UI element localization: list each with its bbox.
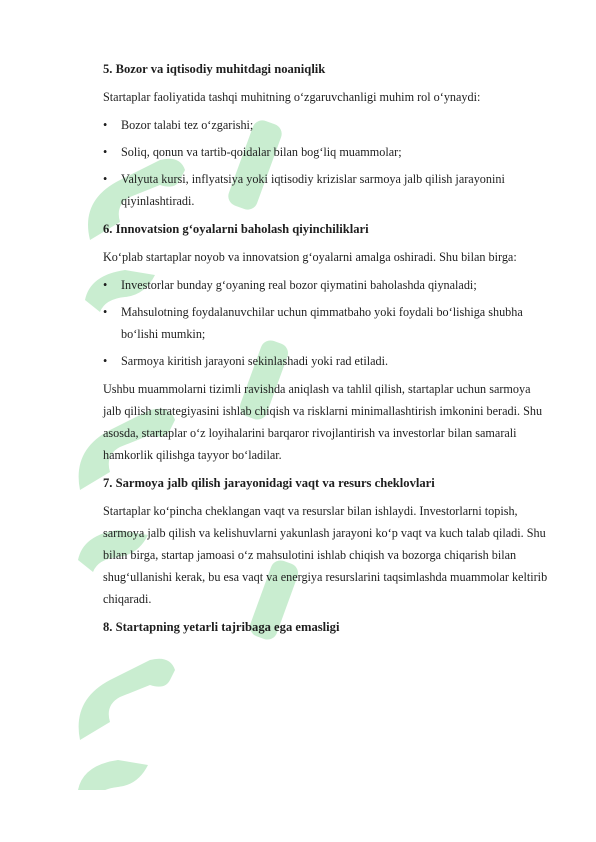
section-intro: Startaplar faoliyatida tashqi muhitning o‘zgaruvchanligi muhim rol o‘ynaydi: <box>103 90 481 104</box>
section-intro: Ko‘plab startaplar noyob va innovatsion g‘oyalarni amalga oshiradi. Shu bilan birga: <box>103 250 517 264</box>
document-page <box>103 58 551 644</box>
list-item: • Sarmoya kiritish jarayoni sekinlashadi yoki rad etiladi. <box>103 350 551 372</box>
list-item: • Soliq, qonun va tartib-qoidalar bilan bog‘liq muammolar; <box>103 141 551 163</box>
list-item: • Mahsulotning foydalanuvchilar uchun qimmatbaho yoki foydali bo‘lishiga shubha bo‘lishi mumkin; <box>103 301 551 345</box>
bullet-list <box>103 114 551 212</box>
section-heading: 5. Bozor va iqtisodiy muhitdagi noaniqlik <box>103 62 326 76</box>
section-paragraph: Startaplar ko‘pincha cheklangan vaqt va resurslar bilan ishlaydi. Investorlarni topish, sarmoya jalb qilish va kelishuvlarni yakunlash jarayoni ko‘p vaqt va kuch talab qiladi. Shu bilan birga, startap jamoasi o‘z mahsulotini ishlab chiqish va bozorga chiqarish bilan shug‘ullanishi kerak, bu esa vaqt va energiya resurslarini taqsimlashda muammolar keltirib chiqaradi. <box>103 504 548 606</box>
list-item: • Bozor talabi tez o‘zgarishi; <box>103 114 551 136</box>
section-5 <box>103 58 551 212</box>
section-6 <box>103 218 551 466</box>
list-item: • Investorlar bunday g‘oyaning real bozor qiymatini baholashda qiynaladi; <box>103 274 551 296</box>
section-8 <box>103 616 551 638</box>
list-item: • Valyuta kursi, inflyatsiya yoki iqtisodiy krizislar sarmoya jalb qilish jarayonini qiyinlashtiradi. <box>103 168 551 212</box>
section-paragraph: Ushbu muammolarni tizimli ravishda aniqlash va tahlil qilish, startaplar uchun sarmoya jalb qilish strategiyasini ishlab chiqish va risklarni minimallashtirish imkonini beradi. Shu asosda, startaplar o‘z loyihalarini barqaror rivojlantirish va investorlar bilan samarali hamkorlik qilishga tayyor bo‘ladilar. <box>103 382 543 462</box>
section-heading: 7. Sarmoya jalb qilish jarayonidagi vaqt va resurs cheklovlari <box>103 476 435 490</box>
section-heading: 6. Innovatsion g‘oyalarni baholash qiyinchiliklari <box>103 222 369 236</box>
section-heading: 8. Startapning yetarli tajribaga ega emasligi <box>103 620 340 634</box>
bullet-list <box>103 274 551 372</box>
section-7 <box>103 472 551 610</box>
